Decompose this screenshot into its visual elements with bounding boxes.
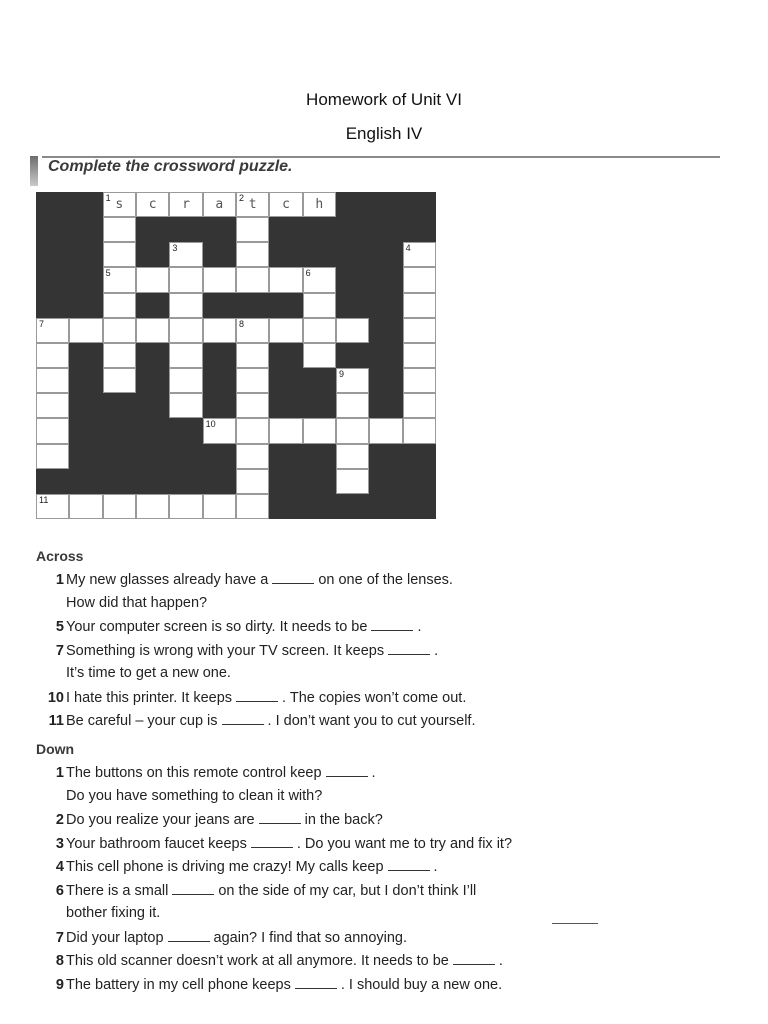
- crossword-cell[interactable]: [103, 192, 136, 217]
- cell-letter: r: [182, 197, 190, 212]
- cell-number: 11: [39, 494, 49, 505]
- crossword-cell[interactable]: [236, 444, 269, 469]
- clue-text-end: .: [498, 953, 503, 969]
- crossword-cell[interactable]: [236, 217, 269, 242]
- clue-text: Did your laptop: [66, 929, 164, 946]
- crossword-cell[interactable]: [303, 293, 336, 318]
- cell-number: 10: [205, 419, 216, 430]
- crossword-cell[interactable]: [169, 368, 202, 393]
- crossword-cell[interactable]: [236, 494, 269, 519]
- crossword-cell[interactable]: [136, 267, 169, 292]
- clue-text-end: . I don’t want you to cut yourself.: [267, 713, 476, 729]
- crossword-cell[interactable]: [269, 192, 302, 217]
- crossword-cell[interactable]: [36, 444, 69, 469]
- crossword-cell[interactable]: [269, 318, 302, 343]
- crossword-cell[interactable]: [169, 494, 202, 519]
- answer-blank[interactable]: [453, 952, 495, 965]
- clue-text: Something is wrong with your TV screen. It keeps: [66, 642, 385, 659]
- crossword-cell[interactable]: [103, 343, 136, 368]
- crossword-cell[interactable]: [169, 242, 202, 267]
- answer-blank[interactable]: [326, 764, 368, 777]
- clue-text-end: .: [417, 619, 422, 635]
- crossword-cell[interactable]: [203, 494, 236, 519]
- crossword-cell[interactable]: [103, 217, 136, 242]
- clue-line: [36, 952, 503, 969]
- answer-blank[interactable]: [168, 929, 210, 942]
- crossword-cell[interactable]: [336, 393, 369, 418]
- clue-text-end: again? I find that so annoying.: [213, 929, 408, 946]
- crossword-cell[interactable]: [69, 494, 102, 519]
- crossword-cell[interactable]: [236, 242, 269, 267]
- clue-number: 6: [55, 882, 64, 899]
- clue-text: Do you realize your jeans are: [66, 812, 255, 828]
- crossword-cell[interactable]: [269, 267, 302, 292]
- crossword-cell[interactable]: [36, 343, 69, 368]
- answer-blank[interactable]: [371, 618, 413, 631]
- crossword-cell[interactable]: [36, 494, 69, 519]
- cell-number: 8: [239, 318, 245, 329]
- crossword-cell[interactable]: [136, 192, 169, 217]
- clue-number: 10: [47, 689, 64, 706]
- crossword-cell[interactable]: [69, 318, 102, 343]
- crossword-cell[interactable]: [236, 267, 269, 292]
- crossword-cell[interactable]: [36, 368, 69, 393]
- crossword-cell[interactable]: [203, 318, 236, 343]
- clue-line: [36, 618, 421, 635]
- crossword-cell[interactable]: [303, 192, 336, 217]
- clue-line: [36, 835, 512, 852]
- clue-text: There is a small: [66, 882, 169, 899]
- answer-blank[interactable]: [295, 976, 337, 989]
- crossword-cell[interactable]: [403, 343, 436, 368]
- clue-text-end: on the side of my car, but I don’t think I’ll: [218, 882, 477, 899]
- cell-letter: a: [215, 197, 224, 212]
- cell-letter: s: [115, 197, 124, 212]
- cell-number: 4: [405, 243, 411, 254]
- clue-text-end: .: [371, 765, 376, 781]
- crossword-cell[interactable]: [303, 343, 336, 368]
- clue-text-end: in the back?: [304, 812, 383, 828]
- clue-text: My new glasses already have a: [66, 572, 269, 588]
- clue-number: 1: [55, 572, 64, 588]
- crossword-cell[interactable]: [203, 267, 236, 292]
- crossword-cell[interactable]: [403, 418, 436, 443]
- down-heading: Down: [36, 741, 75, 757]
- crossword-cell[interactable]: [103, 293, 136, 318]
- across-heading: Across: [36, 548, 84, 564]
- crossword-cell[interactable]: [103, 267, 136, 292]
- crossword-cell[interactable]: [36, 418, 69, 443]
- crossword-grid: [36, 192, 436, 519]
- clue-number: 4: [55, 859, 64, 875]
- clue-text-end: on one of the lenses.: [318, 572, 453, 588]
- clue-line: [36, 976, 502, 993]
- document-subtitle: English IV: [345, 124, 423, 143]
- crossword-cell[interactable]: [169, 293, 202, 318]
- clue-line: [36, 764, 376, 781]
- clue-line: [36, 882, 476, 899]
- clue-text-end: . Do you want me to try and fix it?: [296, 835, 513, 852]
- answer-blank[interactable]: [222, 712, 264, 725]
- cell-letter: c: [148, 197, 157, 212]
- crossword-cell[interactable]: [403, 293, 436, 318]
- crossword-cell[interactable]: [369, 418, 402, 443]
- crossword-cell[interactable]: [136, 318, 169, 343]
- clue-number: 2: [55, 812, 64, 828]
- clue-number: 11: [48, 713, 64, 729]
- clue-text: This cell phone is driving me crazy! My calls keep: [66, 859, 384, 875]
- clue-number: 7: [55, 642, 64, 659]
- crossword-cell[interactable]: [336, 469, 369, 494]
- stray-underline: [552, 923, 598, 924]
- crossword-cell[interactable]: [236, 469, 269, 494]
- clue-text-end: . I should buy a new one.: [340, 976, 503, 993]
- clue-number: 7: [55, 929, 64, 946]
- clue-text-end: . The copies won’t come out.: [282, 689, 467, 706]
- clue-line: [36, 811, 383, 828]
- clue-continuation: How did that happen?: [66, 594, 208, 611]
- crossword-cell[interactable]: [236, 318, 269, 343]
- clue-text: Be careful – your cup is: [66, 713, 218, 729]
- cell-number: 7: [39, 318, 45, 329]
- crossword-cell[interactable]: [403, 242, 436, 267]
- clue-number: 3: [55, 835, 64, 852]
- document-title: Homework of Unit VI: [306, 90, 462, 109]
- clue-line: [36, 712, 475, 729]
- crossword-cell[interactable]: [269, 418, 302, 443]
- crossword-cell[interactable]: [336, 318, 369, 343]
- clue-text: I hate this printer. It keeps: [66, 689, 233, 706]
- crossword-cell[interactable]: [103, 242, 136, 267]
- crossword-cell[interactable]: [169, 318, 202, 343]
- clue-continuation: bother fixing it.: [66, 905, 161, 921]
- clue-line: [36, 929, 407, 946]
- answer-blank[interactable]: [172, 882, 214, 895]
- section-marker: [30, 156, 38, 186]
- crossword-cell[interactable]: [336, 444, 369, 469]
- crossword-cell[interactable]: [303, 267, 336, 292]
- crossword-cell[interactable]: [169, 267, 202, 292]
- crossword-cell[interactable]: [303, 418, 336, 443]
- clue-text-end: .: [434, 642, 439, 659]
- cell-letter: t: [248, 197, 257, 212]
- crossword-cell[interactable]: [403, 368, 436, 393]
- clue-text: Your computer screen is so dirty. It needs to be: [66, 619, 368, 635]
- answer-blank[interactable]: [272, 571, 314, 584]
- crossword-cell[interactable]: [103, 368, 136, 393]
- clue-text: The buttons on this remote control keep: [66, 765, 322, 781]
- crossword-cell[interactable]: [203, 192, 236, 217]
- crossword-cell[interactable]: [236, 368, 269, 393]
- crossword-cell[interactable]: [236, 192, 269, 217]
- crossword-cell[interactable]: [403, 318, 436, 343]
- clue-continuation: Do you have something to clean it with?: [66, 787, 323, 804]
- crossword-cell[interactable]: [103, 318, 136, 343]
- cell-letter: c: [282, 197, 290, 212]
- cell-number: 3: [172, 243, 178, 254]
- clue-text-end: .: [433, 859, 438, 875]
- crossword-cell[interactable]: [403, 267, 436, 292]
- crossword-cell[interactable]: [103, 494, 136, 519]
- crossword-cell[interactable]: [236, 343, 269, 368]
- cell-number: 2: [239, 193, 245, 203]
- clue-line: [36, 571, 453, 588]
- clue-number: 1: [55, 765, 64, 781]
- clue-line: [36, 858, 438, 875]
- clue-text: This old scanner doesn’t work at all anymore. It needs to be: [66, 953, 449, 969]
- cell-number: 9: [339, 369, 345, 380]
- crossword-cell[interactable]: [203, 418, 236, 443]
- crossword-cell[interactable]: [36, 318, 69, 343]
- clue-continuation: It’s time to get a new one.: [66, 665, 231, 681]
- answer-blank[interactable]: [388, 858, 430, 871]
- section-heading: Complete the crossword puzzle.: [48, 158, 293, 175]
- crossword-cell[interactable]: [36, 393, 69, 418]
- answer-blank[interactable]: [236, 689, 278, 702]
- clue-number: 5: [55, 619, 64, 635]
- cell-letter: h: [315, 197, 324, 212]
- crossword-cell[interactable]: [403, 393, 436, 418]
- crossword-cell[interactable]: [169, 343, 202, 368]
- cell-number: 1: [105, 193, 111, 203]
- cell-number: 5: [105, 268, 111, 279]
- clue-line: [36, 642, 438, 659]
- clue-line: [36, 689, 466, 706]
- answer-blank[interactable]: [259, 811, 301, 824]
- clue-text: Your bathroom faucet keeps: [66, 835, 247, 852]
- crossword-cell[interactable]: [303, 318, 336, 343]
- crossword-cell[interactable]: [236, 418, 269, 443]
- crossword-cell[interactable]: [169, 192, 202, 217]
- crossword-cell[interactable]: [236, 393, 269, 418]
- crossword-cell[interactable]: [136, 494, 169, 519]
- clue-number: 9: [55, 976, 64, 993]
- crossword-cell[interactable]: [169, 393, 202, 418]
- answer-blank[interactable]: [388, 642, 430, 655]
- clue-number: 8: [55, 953, 64, 969]
- cell-number: 6: [305, 268, 311, 279]
- answer-blank[interactable]: [251, 835, 293, 848]
- crossword-cell[interactable]: [336, 368, 369, 393]
- crossword-cell[interactable]: [336, 418, 369, 443]
- clue-text: The battery in my cell phone keeps: [66, 976, 291, 993]
